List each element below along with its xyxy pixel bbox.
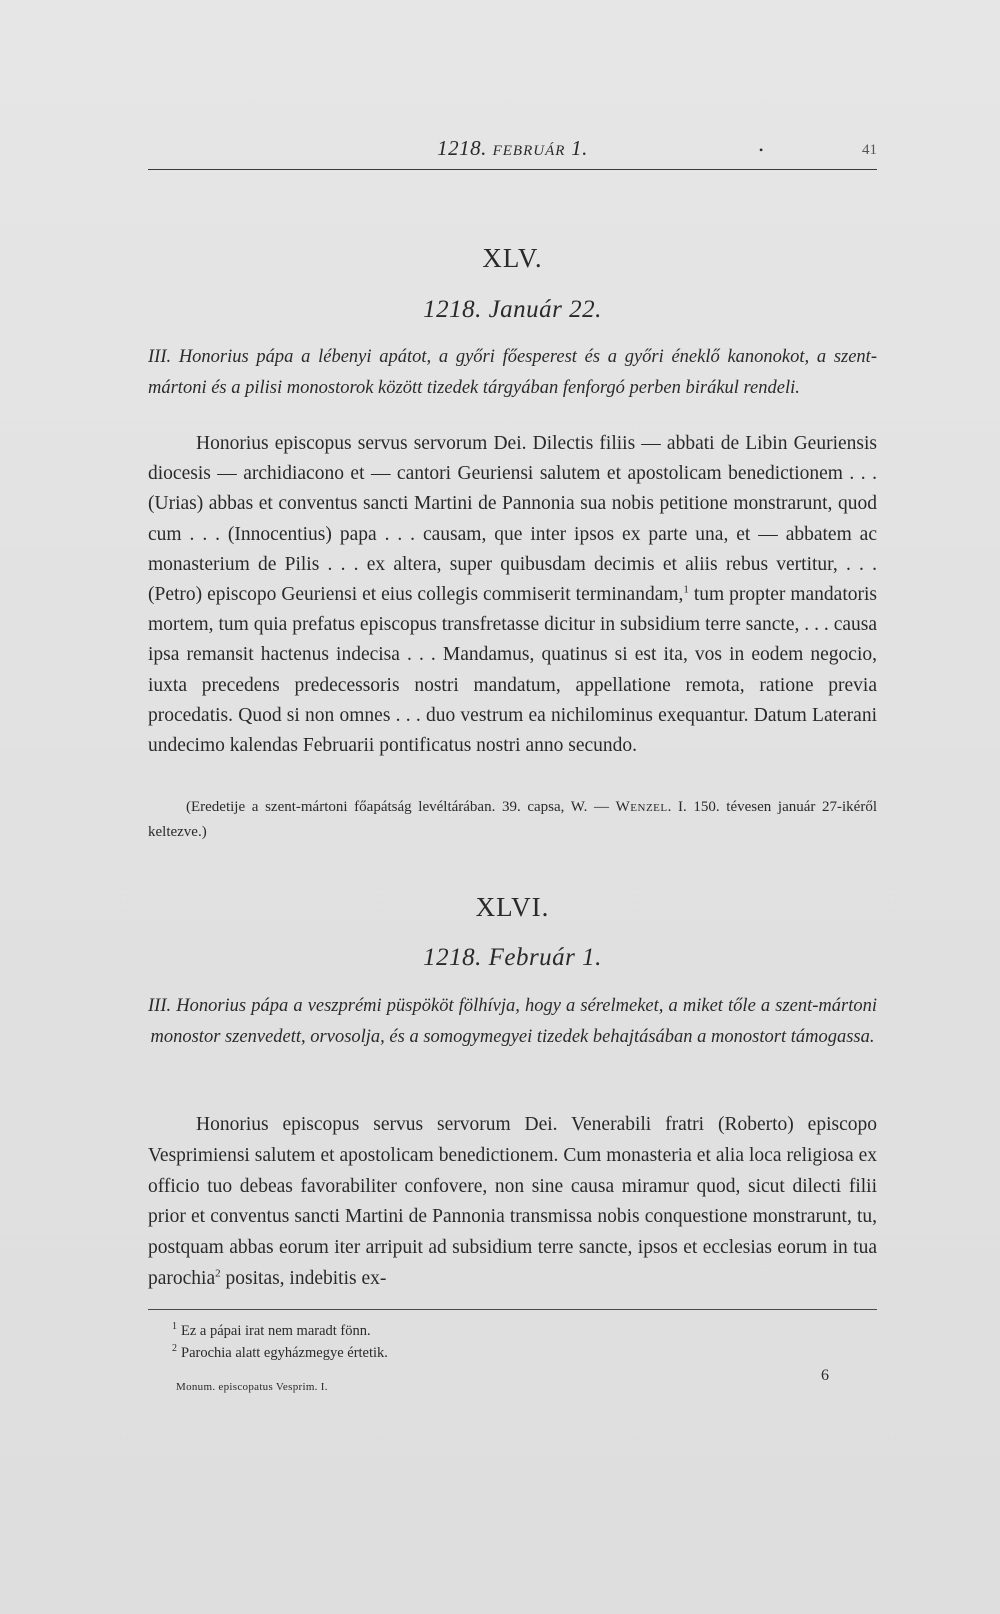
footnote-1-text: Ez a pápai irat nem maradt fönn. bbox=[181, 1323, 371, 1339]
doc-46-body-part2: positas, indebitis ex- bbox=[220, 1267, 387, 1289]
doc-45-body-part1: Honorius episcopus servus servorum Dei. Dilectis filiis — abbati de Libin Geuriensis diocesis — archidiacono et — cantori Geuriensi salutem et apostolicam benedictionem . . . (Urias) abbas et conventus sancti Martini de Pannonia sua nobis petitione monstrarunt, quod cum . . . (Innocentius) papa . . . causam, que inter ipsos ex parte una, et — abbatem ac monasterium de Pilis . . . ex altera, super quibusdam decimis et aliis rebus vertitur, . . . (Petro) episcopo Geuriensi et eius collegis commiserit terminandam, bbox=[148, 433, 877, 606]
doc-46-body-part1: Honorius episcopus servus servorum Dei. Venerabili fratri (Roberto) episcopo Vesprimiensi salutem et apostolicam benedictionem. Cum monasteria et alia loca religiosa ex officio tuo debeas favorabiliter confovere, non sine causa miramur quod, sicut dilecti filii prior et conventus sancti Martini de Pannonia transmissa nobis conquestione monstrarunt, tu, postquam abbas eorum iter arripuit ad subsidium terre sancte, ipsos et ecclesias eorum in tua parochia bbox=[148, 1114, 877, 1289]
footer-signature: Monum. episcopatus Vesprim. I. bbox=[176, 1381, 328, 1393]
header-year: 1218. bbox=[437, 136, 487, 160]
footnote-ref-1: 1 bbox=[683, 583, 689, 596]
footnotes bbox=[172, 1320, 772, 1364]
doc-45-number: XLV. bbox=[482, 243, 543, 273]
doc-45-regest: III. Honorius pápa a lébenyi apátot, a győri főesperest és a győri éneklő kanonokot, a szent-mártoni és a pilisi monostorok között tizedek tárgyában fenforgó perben birákul rendeli. bbox=[148, 347, 877, 398]
header-month: FEBRUÁR bbox=[492, 143, 566, 159]
doc-45-body-part2: tum propter mandatoris mortem, tum quia prefatus episcopus transfretasse dicitur in subsidium terre sancte, . . . causa ipsa remansit hactenus indecisa . . . Mandamus, quatinus si est ita, vos in eodem negocio, iuxta precedens predecessoris nostri mandatum, appellatione remota, ratione previa procedatis. Quod si non omnes . . . duo vestrum ea nichilominus exequantur. Datum Laterani undecimo kalendas Februarii pontificatus nostri anno secundo. bbox=[148, 584, 877, 757]
footnote-1 bbox=[172, 1320, 772, 1342]
doc-46-regest: III. Honorius pápa a veszprémi püspököt fölhívja, hogy a sérelmeket, a miket tőle a szent-mártoni monostor szenvedett, orvosolja, és a somogymegyei tizedek behajtásában a monostort támogassa. bbox=[148, 996, 877, 1047]
header-day: 1. bbox=[571, 136, 588, 160]
doc-46-date: 1218. Február 1. bbox=[423, 944, 602, 971]
footer-sheet-number: 6 bbox=[821, 1367, 829, 1384]
doc-45-date: 1218. Január 22. bbox=[423, 296, 602, 323]
doc-46-body bbox=[148, 1110, 877, 1295]
footnote-2 bbox=[172, 1342, 772, 1364]
footnote-2-text: Parochia alatt egyházmegye értetik. bbox=[181, 1345, 388, 1361]
source-note-part2: . I. 150. tévesen január 27-ikéről keltezve.) bbox=[148, 799, 878, 840]
running-header-title bbox=[148, 136, 877, 161]
footnote-ref-2: 2 bbox=[215, 1267, 221, 1280]
footnote-rule bbox=[148, 1309, 877, 1310]
header-rule bbox=[148, 169, 877, 170]
footnote-2-mark: 2 bbox=[172, 1343, 177, 1355]
doc-46-number: XLVI. bbox=[475, 892, 550, 922]
source-note-part1: (Eredetije a szent-mártoni főapátság levéltárában. 39. capsa, W. — bbox=[186, 799, 616, 815]
footnote-1-mark: 1 bbox=[172, 1321, 177, 1333]
running-header bbox=[148, 136, 877, 170]
doc-45-source-note bbox=[148, 795, 877, 845]
doc-45-body bbox=[148, 429, 877, 761]
source-note-author: Wenzel bbox=[615, 799, 668, 815]
header-dot: • bbox=[759, 143, 764, 157]
page-number: 41 bbox=[862, 142, 877, 158]
